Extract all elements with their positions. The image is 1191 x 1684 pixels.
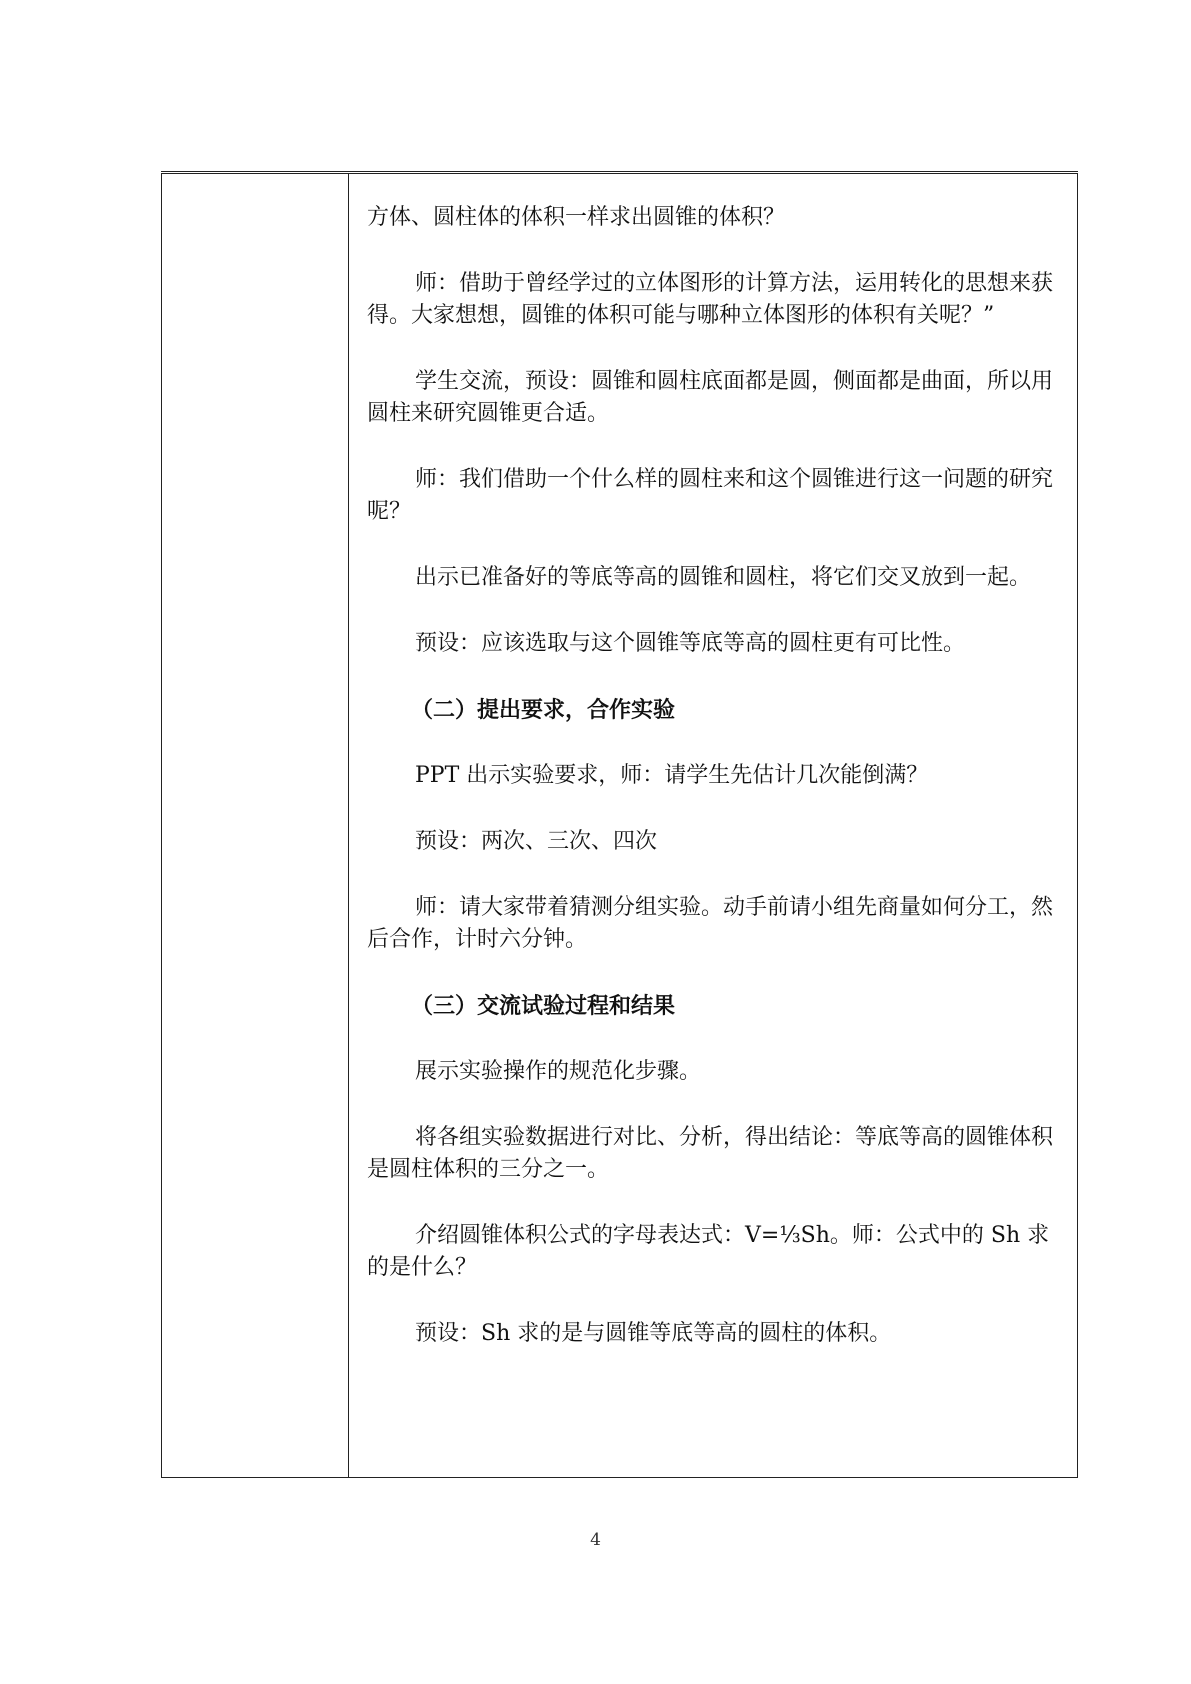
left-column-cell xyxy=(162,173,349,1478)
paragraph: 介绍圆锥体积公式的字母表达式：V=⅓Sh。师：公式中的 Sh 求的是什么？ xyxy=(367,1223,1050,1280)
page-number: 4 xyxy=(590,1530,601,1550)
table-row xyxy=(162,173,1078,1478)
paragraph: PPT 出示实验要求，师：请学生先估计几次能倒满？ xyxy=(415,763,929,788)
paragraph: 师：借助于曾经学过的立体图形的计算方法，运用转化的思想来获得。大家想想，圆锥的体积可能与哪种立体图形的体积有关呢？” xyxy=(367,271,1054,328)
paragraph: 将各组实验数据进行对比、分析，得出结论：等底等高的圆锥体积是圆柱体积的三分之一。 xyxy=(367,1125,1054,1182)
lesson-content xyxy=(349,174,1077,1350)
content-cell xyxy=(349,173,1078,1478)
paragraph: 师：我们借助一个什么样的圆柱来和这个圆锥进行这一问题的研究呢？ xyxy=(367,467,1054,524)
paragraph: 展示实验操作的规范化步骤。 xyxy=(415,1059,702,1084)
section-heading: （二）提出要求，合作实验 xyxy=(411,697,676,723)
lesson-table xyxy=(161,171,1078,1478)
paragraph: 预设：两次、三次、四次 xyxy=(415,829,658,854)
section-heading: （三）交流试验过程和结果 xyxy=(411,993,676,1019)
paragraph: 学生交流，预设：圆锥和圆柱底面都是圆，侧面都是曲面，所以用圆柱来研究圆锥更合适。 xyxy=(367,369,1054,426)
paragraph: 出示已准备好的等底等高的圆锥和圆柱，将它们交叉放到一起。 xyxy=(415,565,1032,590)
paragraph: 方体、圆柱体的体积一样求出圆锥的体积？ xyxy=(367,205,786,230)
paragraph: 预设：应该选取与这个圆锥等底等高的圆柱更有可比性。 xyxy=(415,631,966,656)
paragraph: 预设：Sh 求的是与圆锥等底等高的圆柱的体积。 xyxy=(415,1321,892,1346)
paragraph: 师：请大家带着猜测分组实验。动手前请小组先商量如何分工，然后合作，计时六分钟。 xyxy=(367,895,1054,952)
